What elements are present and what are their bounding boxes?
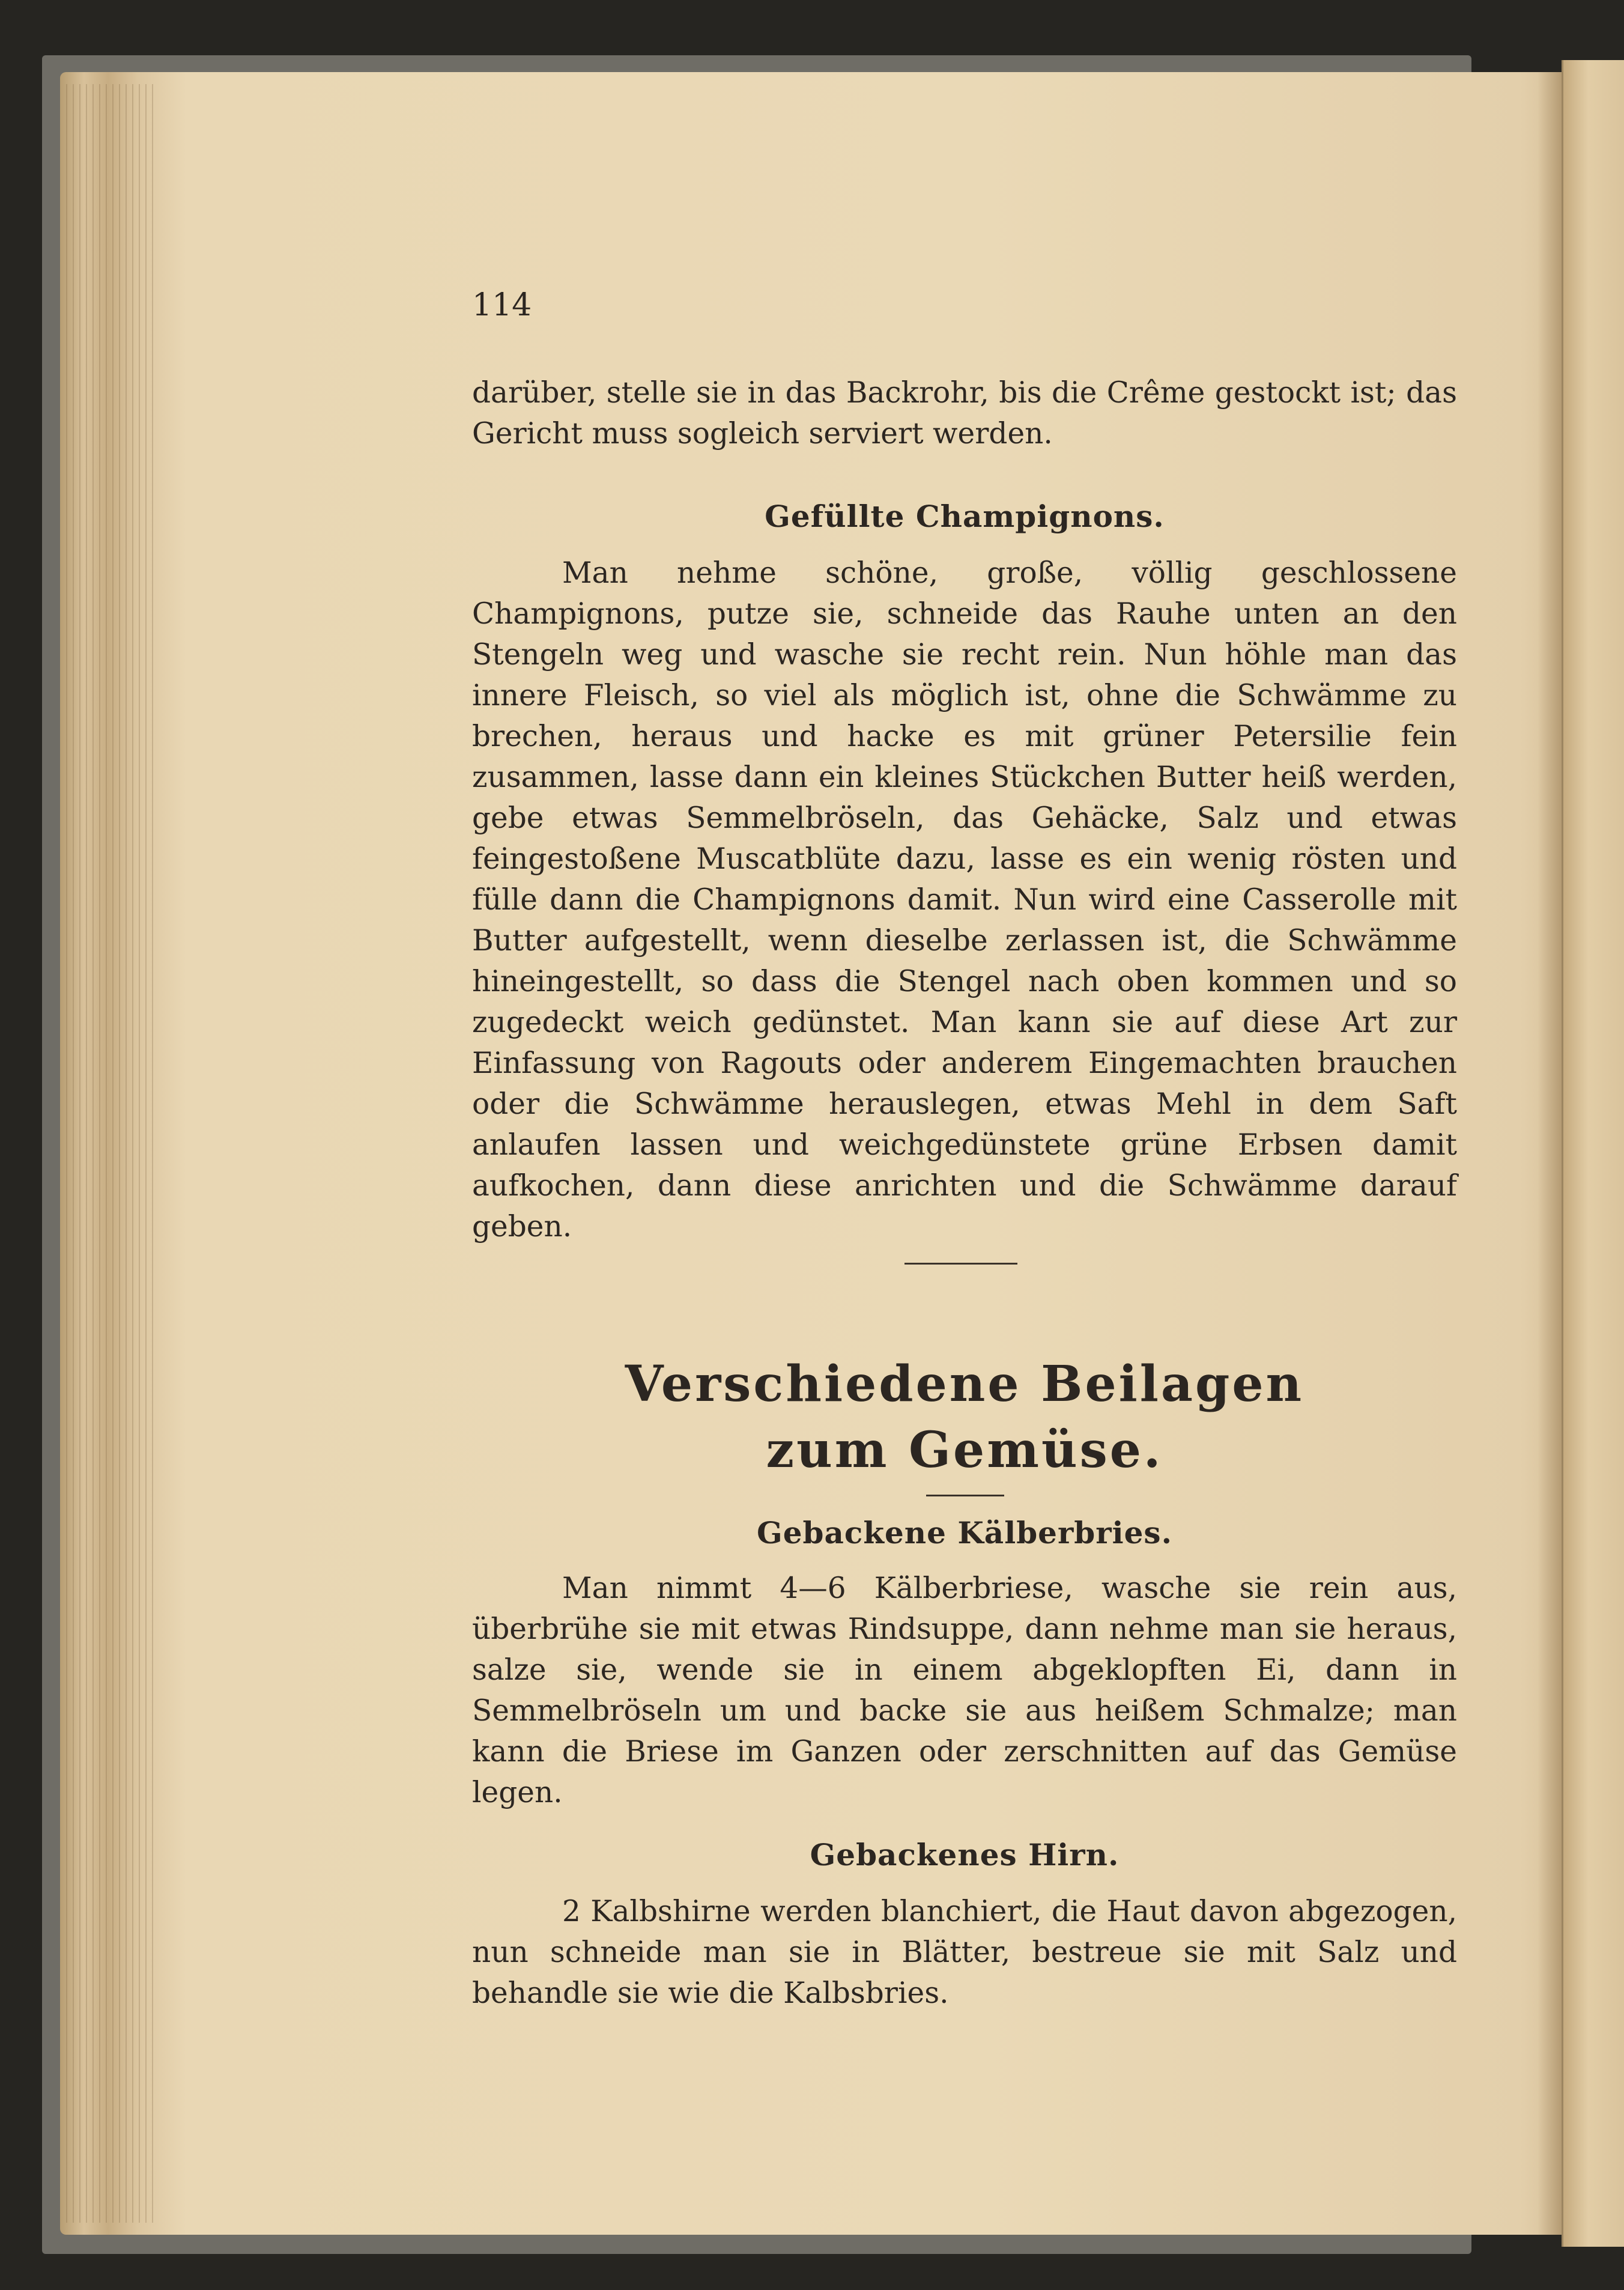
page-edges: [66, 84, 156, 2223]
section-divider: [904, 1263, 1017, 1265]
section-title-line1: Verschiedene Beilagen: [625, 1355, 1304, 1413]
page-number: 114: [472, 287, 532, 323]
recipe-text-hirn: 2 Kalbshirne werden blanchiert, die Haut davon abgezogen, nun schneide man sie in Blätter, bestreue sie mit Salz und behandle sie wie die Kalbsbries.: [472, 1895, 1457, 2010]
recipe-title-champignons: Gefüllte Champignons.: [765, 499, 1165, 534]
page-gutter: [1538, 72, 1564, 2235]
recipe-text-champignons: Man nehme schöne, große, völlig geschlossene Champignons, putze sie, schneide das Rauhe unten an den Stengeln weg und wasche sie recht rein. Nun höhle man das innere Fleisch, so viel als möglich ist, ohne die Schwämme zu brechen, heraus und hacke es mit grüner Petersilie fein zusammen, lasse dann ein kleines Stückchen Butter heiß werden, gebe etwas Semmelbröseln, das Gehäcke, Salz und etwas feingestoßene Muscatblüte dazu, lasse es ein wenig rösten und fülle dann die Champignons damit. Nun wird eine Casserolle mit Butter aufgestellt, wenn dieselbe zerlassen ist, die Schwämme hineingestellt, so dass die Stengel nach oben kommen und so zugedeckt weich gedünstet. Man kann sie auf diese Art zur Einfassung von Ragouts oder anderem Eingemachten brauchen oder die Schwämme herauslegen, etwas Mehl in dem Saft anlaufen lassen und weichgedünstete grüne Erbsen damit aufkochen, dann diese anrichten und die Schwämme darauf geben.: [472, 556, 1457, 1244]
recipe-title-kaelberbries: Gebackene Kälberbries.: [757, 1515, 1172, 1550]
title-divider: [926, 1495, 1004, 1496]
section-title-line2: zum Gemüse.: [766, 1421, 1163, 1479]
recipe-title-hirn: Gebackenes Hirn.: [810, 1837, 1120, 1872]
recipe-text-kaelberbries: Man nimmt 4—6 Kälberbriese, wasche sie rein aus, überbrühe sie mit etwas Rindsuppe, dann nehme man sie heraus, salze sie, wende sie in einem abgeklopften Ei, dann in Semmelbröseln um und backe sie aus heißem Schmalze; man kann die Briese im Ganzen oder zerschnitten auf das Gemüse legen.: [472, 1572, 1457, 1809]
facing-page-edge: [1562, 60, 1624, 2247]
continuation-paragraph: darüber, stelle sie in das Backrohr, bis die Crême gestockt ist; das Gericht muss sogleich serviert werden.: [472, 376, 1457, 451]
